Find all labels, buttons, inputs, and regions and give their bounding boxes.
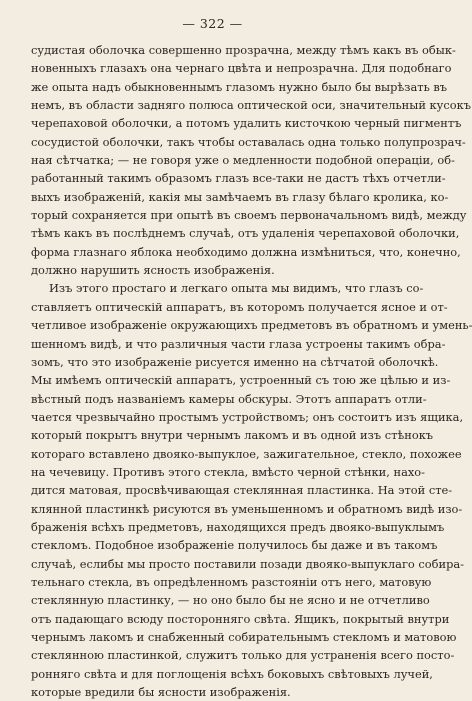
body-text	[31, 41, 472, 701]
text-line: Мы имѣемъ оптическій аппаратъ, устроенный съ тою же цѣлью и из-	[31, 373, 451, 388]
text-line: торый сохраняется при опытѣ въ своемъ первоначальномъ видѣ, между	[31, 208, 467, 223]
text-line: котораго вставлено двояко-выпуклое, зажигательное, стекло, похожее	[31, 446, 462, 461]
text-line: новенныхъ глазахъ она чернаго цвѣта и непрозрачна. Для подобнаго	[31, 61, 452, 76]
text-line: стеклянною пластинкой, служитъ только для устраненія всего посто-	[31, 648, 455, 663]
text-line: вѣстный подъ названіемъ камеры обскуры. Этотъ аппаратъ отли-	[31, 391, 427, 406]
text-line: ставляетъ оптическій аппаратъ, въ которомъ получается ясное и от-	[31, 299, 448, 314]
text-line: форма глазнаго яблока необходимо должна измѣниться, что, конечно,	[31, 244, 461, 259]
text-line: должно нарушить ясность изображенія.	[31, 263, 275, 278]
text-line: отъ падающаго всюду посторонняго свѣта. Ящикъ, покрытый внутри	[31, 611, 450, 626]
text-line: тѣмъ какъ въ послѣднемъ случаѣ, отъ удаленія черепаховой оболочки,	[31, 226, 460, 241]
text-line: же опыта надъ обыкновеннымъ глазомъ нужно было бы вырѣзать въ	[31, 79, 448, 94]
text-line: чается чрезвычайно простымъ устройствомъ; онъ состоитъ изъ ящика,	[31, 409, 464, 424]
text-line: шенномъ видѣ, и что различныя части глаза устроены такимъ обра-	[31, 336, 446, 351]
text-line: выхъ изображеній, какія мы замѣчаемъ въ глазу бѣлаго кролика, ко-	[31, 189, 449, 204]
text-line: сосудистой оболочки, такъ чтобы оставалась одна только полупрозрач-	[31, 134, 466, 149]
text-line: который покрытъ внутри чернымъ лакомъ и въ одной изъ стѣнокъ	[31, 428, 434, 443]
text-line: ная сѣтчатка; — не говоря уже о медленности подобной операціи, об-	[31, 153, 455, 168]
page-number: — 322 —	[182, 16, 243, 31]
text-line: чернымъ лакомъ и снабженный собирательнымъ стекломъ и матовою	[31, 630, 457, 644]
text-line: ронняго свѣта и для поглощенія всѣхъ боковыхъ свѣтовыхъ лучей,	[31, 666, 433, 681]
text-line: четливое изображеніе окружающихъ предметовъ въ обратномъ и умень-	[31, 318, 472, 333]
text-line: работанный такимъ образомъ глазъ все-таки не дастъ тѣхъ отчетли-	[31, 171, 446, 186]
text-line: тельнаго стекла, въ опредѣленномъ разстояніи отъ него, матовую	[31, 574, 432, 589]
text-line: судистая оболочка совершенно прозрачна, между тѣмъ какъ въ обык-	[31, 43, 456, 57]
text-line: которые вредили бы ясности изображенія.	[31, 685, 291, 700]
text-line: на чечевицу. Противъ этого стекла, вмѣсто черной стѣнки, нахо-	[31, 464, 426, 479]
text-line: немъ, въ области задняго полюса оптической оси, значительный кусокъ	[31, 98, 471, 113]
text-line: стеклянную пластинку, — но оно было бы не ясно и не отчетливо	[31, 593, 430, 608]
text-line: стекломъ. Подобное изображеніе получилось бы даже и въ такомъ	[31, 538, 438, 553]
text-line: зомъ, что это изображеніе рисуется именно на сѣтчатой оболочкѣ.	[31, 354, 439, 369]
text-line: дится матовая, просвѣчивающая стеклянная пластинка. На этой сте-	[31, 483, 453, 498]
text-line: браженія всѣхъ предметовъ, находящихся предъ двояко-выпуклымъ	[31, 519, 445, 534]
text-line: черепаховой оболочки, а потомъ удалить кисточкою черный пигментъ	[31, 116, 462, 131]
text-line: случаѣ, еслибы мы просто поставили позади двояко-выпуклаго собира-	[31, 556, 465, 571]
text-line: клянной пластинкѣ рисуются въ уменьшенномъ и обратномъ видѣ изо-	[31, 501, 463, 516]
text-line: Изъ этого простаго и легкаго опыта мы видимъ, что глазъ со-	[49, 281, 424, 296]
